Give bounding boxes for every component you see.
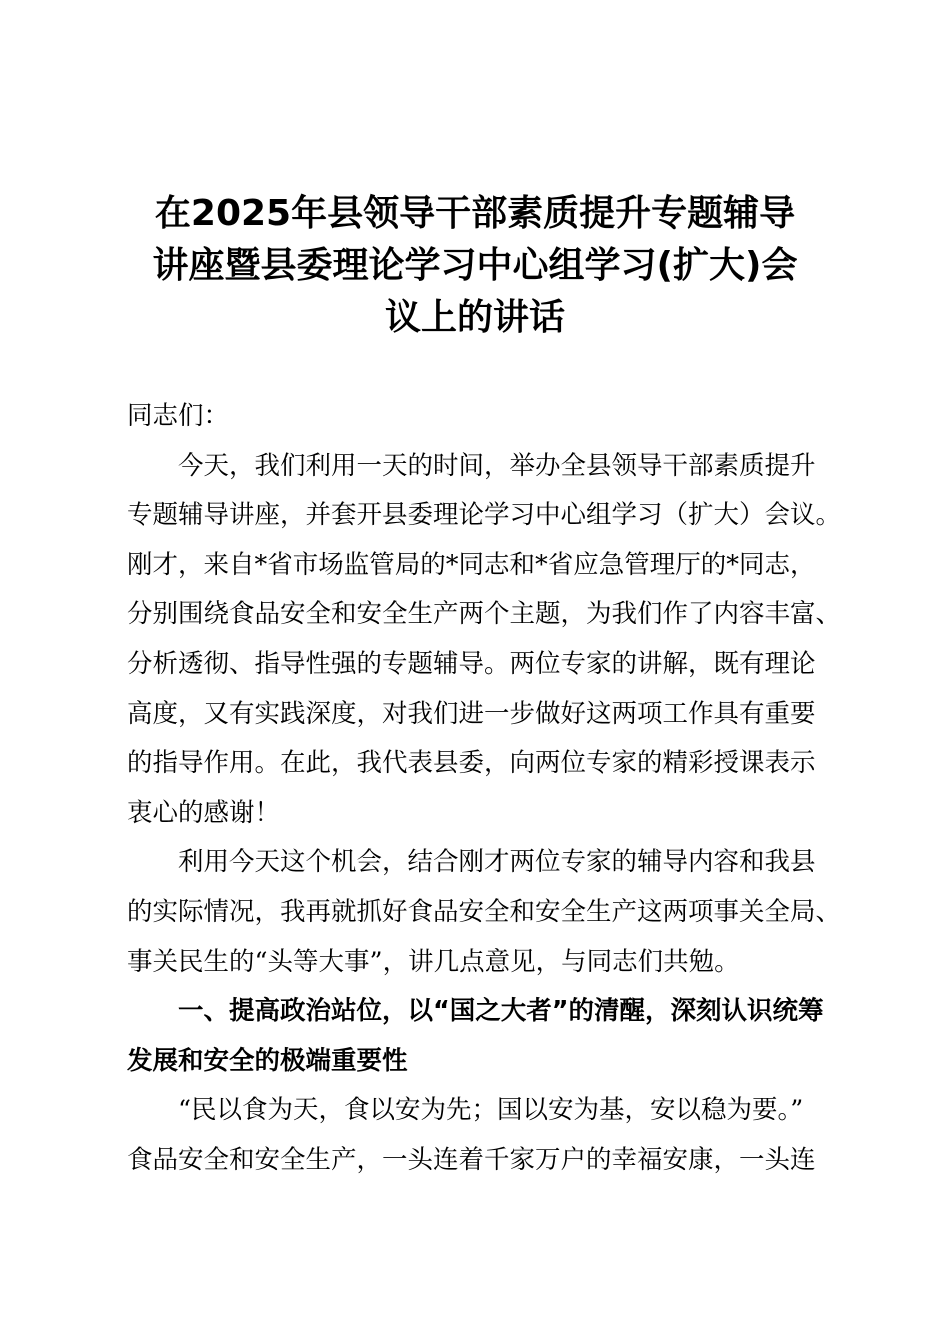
text-line: 分别围绕食品安全和安全生产两个主题，为我们作了内容丰富、 bbox=[127, 599, 842, 630]
text-line: 今天，我们利用一天的时间，举办全县领导干部素质提升 bbox=[178, 450, 816, 481]
heading-line: 发展和安全的极端重要性 bbox=[127, 1045, 408, 1076]
text-line: 食品安全和安全生产，一头连着千家万户的幸福安康，一头连 bbox=[127, 1144, 816, 1175]
paragraph-intro bbox=[127, 442, 847, 839]
text-line: 专题辅导讲座，并套开县委理论学习中心组学习（扩大）会议。 bbox=[127, 500, 842, 531]
text-line: 事关民生的“头等大事”，讲几点意见，与同志们共勉。 bbox=[127, 946, 740, 977]
text-line: 分析透彻、指导性强的专题辅导。两位专家的讲解，既有理论 bbox=[127, 648, 816, 679]
paragraph-section-1 bbox=[127, 1086, 847, 1185]
text-line: 衷心的感谢！ bbox=[127, 797, 281, 828]
text-line: 高度，又有实践深度，对我们进一步做好这两项工作具有重要 bbox=[127, 698, 816, 729]
title-line: 议上的讲话 bbox=[384, 297, 565, 338]
text-line: 的实际情况，我再就抓好食品安全和安全生产这两项事关全局、 bbox=[127, 896, 842, 927]
section-heading-1 bbox=[127, 987, 847, 1086]
document-title bbox=[0, 188, 950, 344]
document-body bbox=[127, 392, 847, 1186]
heading-line: 一、提高政治站位，以“国之大者”的清醒，深刻认识统筹 bbox=[178, 996, 824, 1027]
text-line: 的指导作用。在此，我代表县委，向两位专家的精彩授课表示 bbox=[127, 748, 816, 779]
paragraph-opinions bbox=[127, 838, 847, 987]
title-line: 讲座暨县委理论学习中心组学习(扩大)会 bbox=[152, 245, 798, 286]
salutation: 同志们： bbox=[127, 401, 230, 431]
text-line: 刚才，来自*省市场监管局的*同志和*省应急管理厅的*同志， bbox=[127, 549, 816, 580]
title-line: 在2025年县领导干部素质提升专题辅导 bbox=[154, 193, 796, 234]
text-line: 利用今天这个机会，结合刚才两位专家的辅导内容和我县 bbox=[178, 847, 816, 878]
text-line: “民以食为天，食以安为先；国以安为基，安以稳为要。” bbox=[178, 1095, 804, 1126]
